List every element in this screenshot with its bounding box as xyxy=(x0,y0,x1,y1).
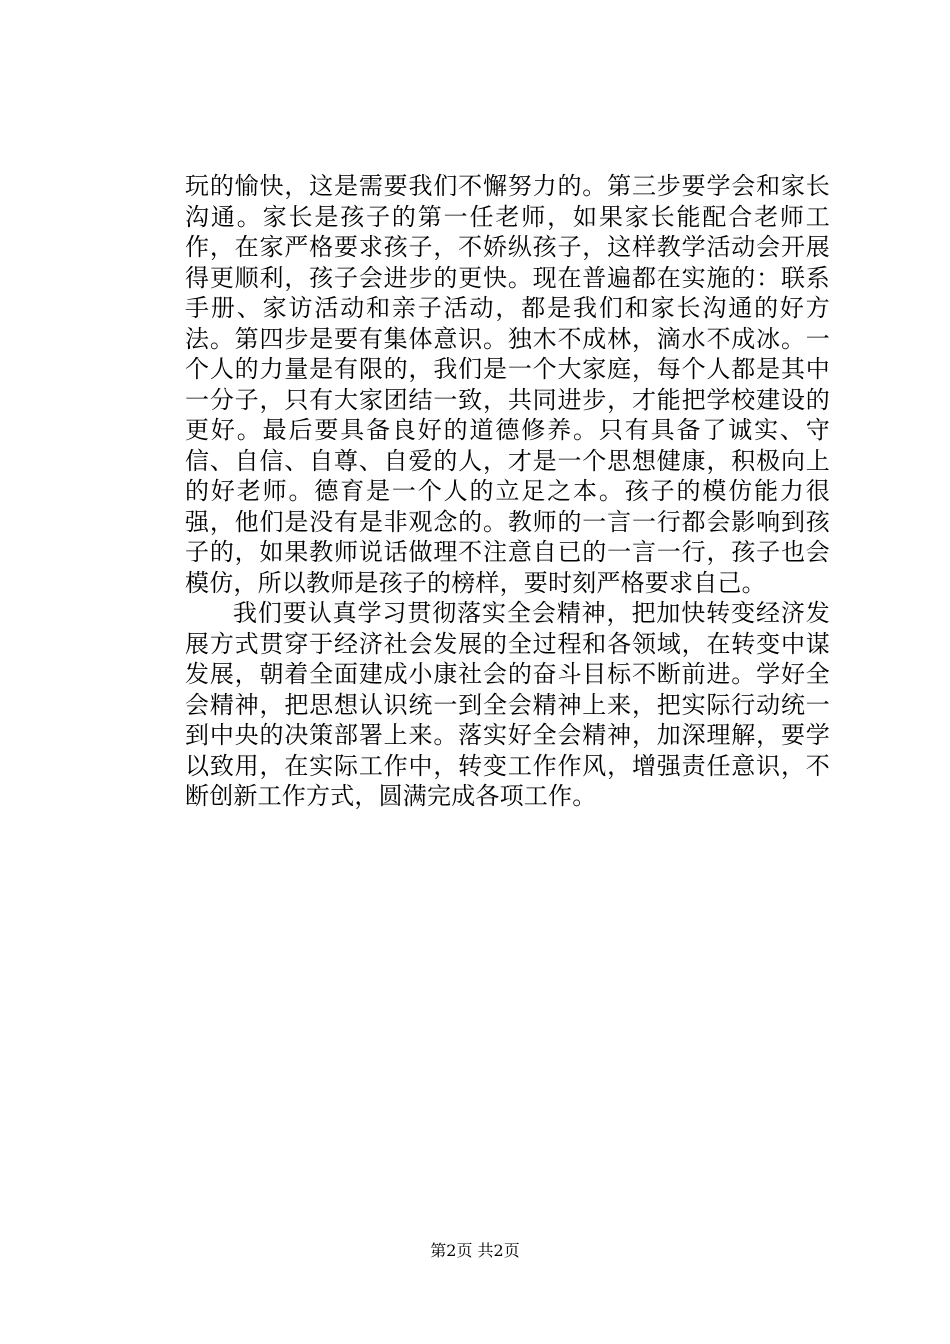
document-body xyxy=(185,171,830,812)
paragraph-continuation: 玩的愉快，这是需要我们不懈努力的。第三步要学会和家长沟通。家长是孩子的第一任老师，如果家长能配合老师工作，在家严格要求孩子，不娇纵孩子，这样教学活动会开展得更顺利，孩子会进步的更快。现在普遍都在实施的：联系手册、家访活动和亲子活动，都是我们和家长沟通的好方法。第四步是要有集体意识。独木不成林，滴水不成冰。一个人的力量是有限的，我们是一个大家庭，每个人都是其中一分子，只有大家团结一致，共同进步，才能把学校建设的更好。最后要具备良好的道德修养。只有具备了诚实、守信、自信、自尊、自爱的人，才是一个思想健康，积极向上的好老师。德育是一个人的立足之本。孩子的模仿能力很强，他们是没有是非观念的。教师的一言一行都会影响到孩子的，如果教师说话做理不注意自已的一言一行，孩子也会模仿，所以教师是孩子的榜样，要时刻严格要求自己。 xyxy=(185,172,830,597)
paragraph-plenary-spirit: 我们要认真学习贯彻落实全会精神，把加快转变经济发展方式贯穿于经济社会发展的全过程和各领域，在转变中谋发展，朝着全面建成小康社会的奋斗目标不断前进。学好全会精神，把思想认识统一到全会精神上来，把实际行动统一到中央的决策部署上来。落实好全会精神，加深理解，要学以致用，在实际工作中，转变工作作风，增强责任意识，不断创新工作方式，圆满完成各项工作。 xyxy=(185,599,830,810)
page-footer: 第2页 共2页 xyxy=(430,1241,520,1260)
